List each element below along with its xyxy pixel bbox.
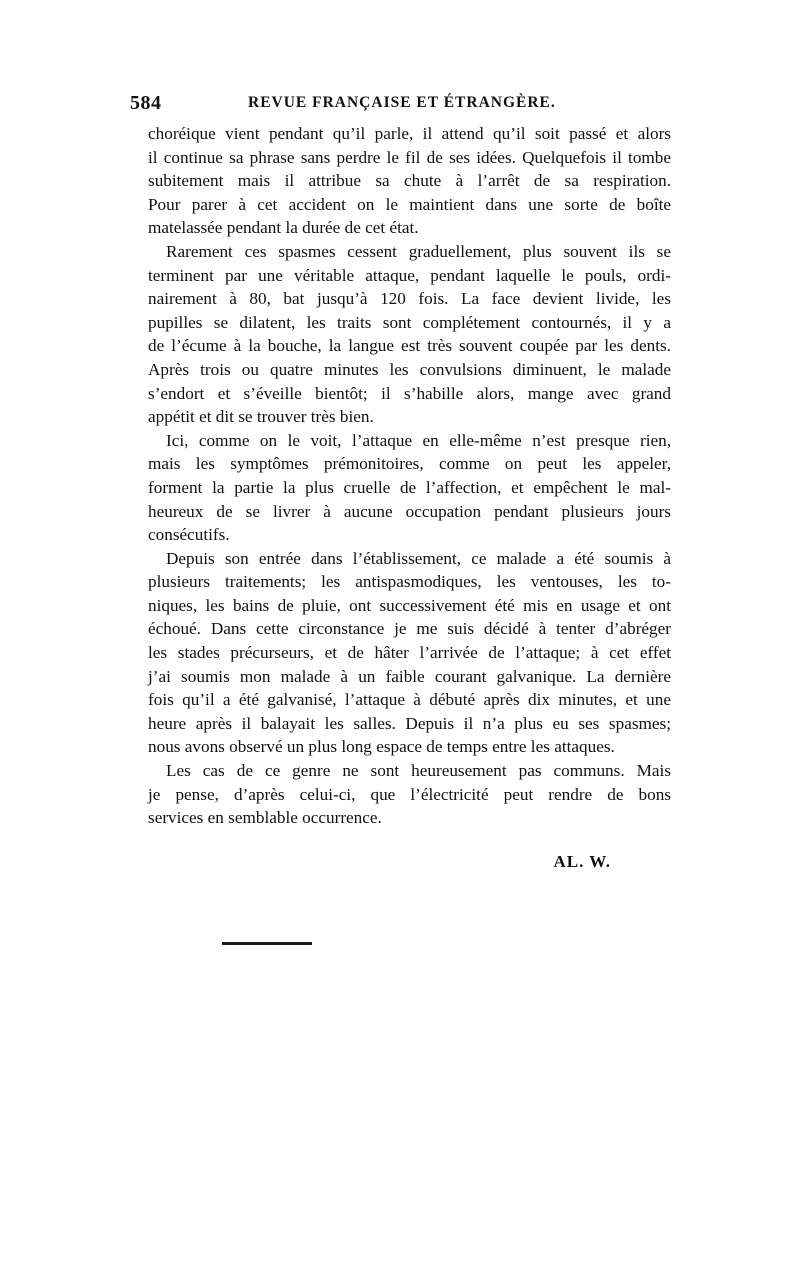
signature: AL. W. <box>553 851 611 871</box>
text-line: consécutifs. <box>148 525 230 545</box>
paragraph <box>130 429 671 547</box>
text-line: Pour parer à cet accident on le maintient dans une sorte de boîte <box>148 194 671 214</box>
paragraph <box>130 759 671 830</box>
text-line: échoué. Dans cette circonstance je me suis décidé à tenter d’abréger <box>148 619 671 639</box>
text-line: services en semblable occurrence. <box>148 808 382 828</box>
text-line: Depuis son entrée dans l’établissement, ce malade a été soumis à <box>166 548 671 568</box>
paragraph <box>130 122 671 240</box>
text-line: niques, les bains de pluie, ont successivement été mis en usage et ont <box>148 595 671 615</box>
text-line: Après trois ou quatre minutes les convulsions diminuent, le malade <box>148 359 671 379</box>
text-line: je pense, d’après celui-ci, que l’électricité peut rendre de bons <box>148 784 671 804</box>
body-text <box>130 122 671 830</box>
text-line: fois qu’il a été galvanisé, l’attaque à débuté après dix minutes, et une <box>148 690 671 710</box>
paragraph <box>130 240 671 429</box>
text-line: choréique vient pendant qu’il parle, il attend qu’il soit passé et alors <box>148 124 671 143</box>
paragraph <box>130 547 671 759</box>
text-line: mais les symptômes prémonitoires, comme on peut les appeler, <box>148 454 671 474</box>
text-line: j’ai soumis mon malade à un faible courant galvanique. La dernière <box>148 666 671 686</box>
text-line: Les cas de ce genre ne sont heureusement pas communs. Mais <box>166 761 671 781</box>
text-line: forment la partie la plus cruelle de l’affection, et empêchent le mal- <box>148 477 671 497</box>
text-line: matelassée pendant la durée de cet état. <box>148 218 419 238</box>
text-line: plusieurs traitements; les antispasmodiques, les ventouses, les to- <box>148 572 671 592</box>
page-number: 584 <box>130 92 162 114</box>
text-line: Ici, comme on le voit, l’attaque en elle-même n’est presque rien, <box>166 430 671 450</box>
text-line: de l’écume à la bouche, la langue est très souvent coupée par les dents. <box>148 336 671 356</box>
end-rule <box>222 942 312 945</box>
text-line: nairement à 80, bat jusqu’à 120 fois. La face devient livide, les <box>148 289 671 309</box>
text-line: pupilles se dilatent, les traits sont complétement contournés, il y a <box>148 312 671 332</box>
text-line: subitement mais il attribue sa chute à l’arrêt de sa respiration. <box>148 171 671 191</box>
text-line: s’endort et s’éveille bientôt; il s’habille alors, mange avec grand <box>148 383 671 403</box>
text-line: nous avons observé un plus long espace de temps entre les attaques. <box>148 737 615 757</box>
document-page <box>130 92 671 872</box>
text-line: heure après il balayait les salles. Depuis il n’a plus eu ses spasmes; <box>148 713 671 733</box>
text-line: terminent par une véritable attaque, pendant laquelle le pouls, ordi- <box>148 265 671 285</box>
journal-title: REVUE FRANÇAISE ET ÉTRANGÈRE. <box>248 94 556 111</box>
text-line: heureux de se livrer à aucune occupation pendant plusieurs jours <box>148 501 671 521</box>
text-line: les stades précurseurs, et de hâter l’arrivée de l’attaque; à cet effet <box>148 643 671 663</box>
text-line: appétit et dit se trouver très bien. <box>148 407 374 427</box>
text-line: il continue sa phrase sans perdre le fil de ses idées. Quelquefois il tombe <box>148 147 671 167</box>
running-head <box>130 92 671 118</box>
text-line: Rarement ces spasmes cessent graduellement, plus souvent ils se <box>166 241 671 261</box>
